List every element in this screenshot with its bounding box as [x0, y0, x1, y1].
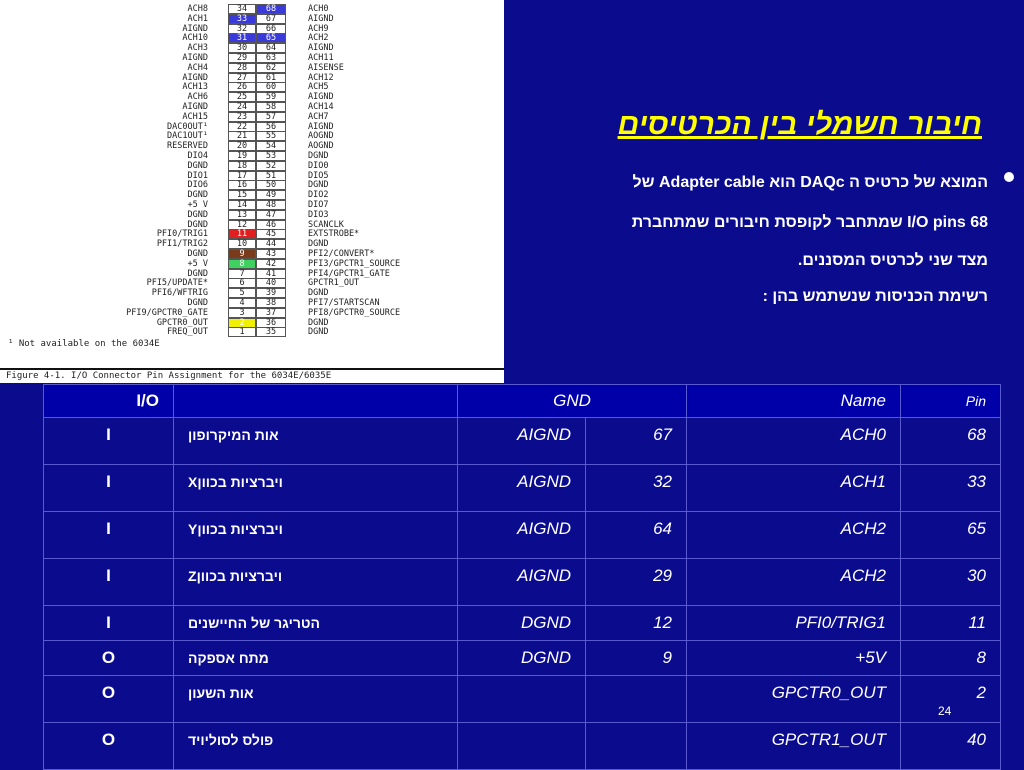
pin-label-left: AIGND	[182, 23, 208, 34]
signal-name-cell: ACH2	[687, 512, 901, 559]
pin-label-right: AOGND	[308, 141, 334, 152]
pin-label-right: DGND	[308, 327, 329, 338]
pin-label-left: ACH3	[187, 43, 208, 54]
pin-label-right: PFI4/GPCTR1_GATE	[308, 268, 390, 279]
pin-label-left: AIGND	[182, 72, 208, 83]
pin-number-cell: 65	[901, 512, 1001, 559]
description-cell: ויברציות בכווןX	[174, 465, 458, 512]
table-row	[44, 676, 1001, 723]
pin-number-right: 58	[256, 102, 286, 112]
pin-number-left: 9	[228, 249, 256, 259]
gnd-pin-cell: 12	[586, 606, 687, 641]
pin-label-right: PFI3/GPCTR1_SOURCE	[308, 258, 401, 269]
pin-number-left: 32	[228, 24, 256, 34]
pin-label-left: DGND	[187, 268, 208, 279]
diagram-footnote: ¹ Not available on the 6034E	[8, 339, 160, 349]
pin-number-left: 29	[228, 53, 256, 63]
pin-number-right: 50	[256, 180, 286, 190]
pin-number-left: 30	[228, 43, 256, 53]
pin-label-right: DIO2	[308, 190, 329, 201]
signal-name-cell: PFI0/TRIG1	[687, 606, 901, 641]
pin-number-cell: 30	[901, 559, 1001, 606]
table-row	[44, 465, 1001, 512]
pin-label-right: ACH2	[308, 33, 329, 44]
pin-number-right: 37	[256, 308, 286, 318]
pin-number-left: 3	[228, 308, 256, 318]
header-pin: Pin	[901, 385, 1001, 418]
pin-number-left: 31	[228, 33, 256, 43]
pin-number-left: 7	[228, 269, 256, 279]
pin-label-left: +5 V	[187, 200, 208, 210]
pin-number-cell: 2	[901, 676, 1001, 723]
pin-number-right: 55	[256, 131, 286, 141]
pin-label-right: DGND	[308, 317, 329, 328]
io-cell: O	[44, 723, 174, 770]
pin-label-right: AIGND	[308, 121, 334, 132]
bullet-line-2: 68 I/O pins שמתחבר לקופסת חיבורים שמתחברת	[631, 214, 988, 231]
pin-number-right: 36	[256, 318, 286, 328]
pin-number-left: 8	[228, 259, 256, 269]
pin-number-left: 5	[228, 288, 256, 298]
pin-label-right: AIGND	[308, 43, 334, 54]
pin-number-left: 13	[228, 210, 256, 220]
pin-number-right: 46	[256, 220, 286, 230]
io-cell: O	[44, 676, 174, 723]
pin-number-right: 60	[256, 82, 286, 92]
pin-number-left: 20	[228, 141, 256, 151]
pin-number-right: 56	[256, 122, 286, 132]
table-row	[44, 418, 1001, 465]
pin-label-left: ACH8	[187, 4, 208, 14]
io-cell: I	[44, 606, 174, 641]
pin-label-right: DIO5	[308, 170, 329, 181]
table-body	[44, 418, 1001, 770]
pin-number-left: 23	[228, 112, 256, 122]
description-cell: מתח אספקה	[174, 641, 458, 676]
pin-number-left: 15	[228, 190, 256, 200]
pin-label-left: DGND	[187, 209, 208, 220]
bullet-line-3: מצד שני לכרטיס המסננים.	[797, 252, 988, 269]
pin-label-right: ACH11	[308, 53, 334, 63]
pin-number-right: 51	[256, 171, 286, 181]
pin-label-right: AIGND	[308, 13, 334, 24]
pin-number-right: 57	[256, 112, 286, 122]
gnd-pin-cell	[586, 723, 687, 770]
header-name: Name	[687, 385, 901, 418]
slide-number: 24	[938, 704, 952, 718]
gnd-pin-cell: 29	[586, 559, 687, 606]
pin-number-right: 39	[256, 288, 286, 298]
description-cell: אות המיקרופון	[174, 418, 458, 465]
pin-number-right: 48	[256, 200, 286, 210]
pin-label-left: +5 V	[187, 258, 208, 269]
io-cell: I	[44, 465, 174, 512]
table-row	[44, 641, 1001, 676]
pin-label-right: AIGND	[308, 92, 334, 103]
pin-label-left: DAC1OUT¹	[167, 131, 208, 142]
pin-number-left: 4	[228, 298, 256, 308]
pin-label-right: DIO3	[308, 209, 329, 220]
pin-label-right: DGND	[308, 239, 329, 250]
pin-label-left: DGND	[187, 249, 208, 259]
pin-number-right: 40	[256, 278, 286, 288]
pin-number-left: 16	[228, 180, 256, 190]
table-row	[44, 723, 1001, 770]
gnd-pin-cell: 64	[586, 512, 687, 559]
pin-label-left: DGND	[187, 219, 208, 230]
pin-label-right: ACH5	[308, 82, 329, 93]
pin-number-left: 18	[228, 161, 256, 171]
gnd-name-cell: AIGND	[458, 559, 586, 606]
io-cell: O	[44, 641, 174, 676]
signal-name-cell: ACH2	[687, 559, 901, 606]
pin-label-right: AOGND	[308, 131, 334, 142]
pin-number-right: 38	[256, 298, 286, 308]
pin-label-right: AISENSE	[308, 62, 344, 73]
pin-number-left: 34	[228, 4, 256, 14]
pin-number-right: 62	[256, 63, 286, 73]
header-desc-empty	[174, 385, 458, 418]
pin-label-left: ACH10	[182, 33, 208, 44]
pin-label-right: DIO0	[308, 160, 329, 171]
pin-label-right: DIO7	[308, 200, 329, 210]
pin-label-left: AIGND	[182, 102, 208, 112]
pin-number-cell: 8	[901, 641, 1001, 676]
pin-label-right: ACH12	[308, 72, 334, 83]
pin-number-left: 12	[228, 220, 256, 230]
pin-label-left: ACH6	[187, 92, 208, 103]
pin-number-right: 41	[256, 269, 286, 279]
pin-label-right: DGND	[308, 180, 329, 191]
pin-number-right: 49	[256, 190, 286, 200]
pin-number-left: 17	[228, 171, 256, 181]
pin-number-left: 14	[228, 200, 256, 210]
pin-number-right: 66	[256, 24, 286, 34]
pin-label-right: ACH9	[308, 23, 329, 34]
pin-number-right: 52	[256, 161, 286, 171]
gnd-name-cell: AIGND	[458, 512, 586, 559]
bullet-line-4: רשימת הכניסות שנשתמש בהן :	[762, 288, 988, 305]
pin-label-left: PFI9/GPCTR0_GATE	[126, 307, 208, 318]
pin-number-cell: 40	[901, 723, 1001, 770]
pin-label-left: DIO4	[187, 151, 208, 161]
pin-number-left: 22	[228, 122, 256, 132]
pin-number-left: 1	[228, 327, 256, 337]
pin-label-left: DGND	[187, 190, 208, 201]
pin-label-right: EXTSTROBE*	[308, 229, 360, 240]
gnd-pin-cell	[586, 676, 687, 723]
gnd-name-cell	[458, 723, 586, 770]
pin-number-right: 64	[256, 43, 286, 53]
signal-name-cell: ACH1	[687, 465, 901, 512]
pin-label-left: ACH4	[187, 62, 208, 73]
signal-name-cell: ACH0	[687, 418, 901, 465]
table-row	[44, 606, 1001, 641]
pin-label-right: GPCTR1_OUT	[308, 278, 360, 289]
pin-label-right: SCANCLK	[308, 219, 344, 230]
pin-number-right: 35	[256, 327, 286, 337]
pin-label-left: DIO6	[187, 180, 208, 191]
pin-label-right: ACH14	[308, 102, 334, 112]
pin-label-left: FREQ_OUT	[167, 327, 208, 338]
pin-number-left: 25	[228, 92, 256, 102]
pin-label-left: AIGND	[182, 53, 208, 63]
slide-title: חיבור חשמלי בין הכרטיסים	[617, 108, 982, 141]
pin-label-left: RESERVED	[167, 141, 208, 152]
pin-number-left: 21	[228, 131, 256, 141]
pin-number-right: 42	[256, 259, 286, 269]
signal-name-cell: GPCTR1_OUT	[687, 723, 901, 770]
table-row	[44, 512, 1001, 559]
pin-number-cell: 33	[901, 465, 1001, 512]
pin-number-right: 59	[256, 92, 286, 102]
pin-number-right: 53	[256, 151, 286, 161]
pin-label-left: DGND	[187, 298, 208, 308]
table-header-row	[44, 385, 1001, 418]
pin-label-left: PFI1/TRIG2	[156, 239, 208, 250]
pin-number-cell: 68	[901, 418, 1001, 465]
pin-number-right: 45	[256, 229, 286, 239]
pin-number-right: 44	[256, 239, 286, 249]
pin-number-left: 11	[228, 229, 256, 239]
pin-label-right: DGND	[308, 288, 329, 299]
pin-number-left: 27	[228, 73, 256, 83]
io-cell: I	[44, 418, 174, 465]
gnd-name-cell	[458, 676, 586, 723]
pin-number-cell: 11	[901, 606, 1001, 641]
description-cell: ויברציות בכווןZ	[174, 559, 458, 606]
pin-label-right: ACH0	[308, 4, 329, 14]
pin-number-left: 24	[228, 102, 256, 112]
gnd-pin-cell: 32	[586, 465, 687, 512]
diagram-caption: Figure 4-1. I/O Connector Pin Assignment for the 6034E/6035E	[0, 368, 504, 383]
pin-label-right: ACH7	[308, 111, 329, 122]
pin-label-right: PFI7/STARTSCAN	[308, 298, 380, 308]
pin-label-right: DGND	[308, 151, 329, 161]
pin-number-left: 26	[228, 82, 256, 92]
pin-number-left: 6	[228, 278, 256, 288]
header-gnd: GND	[458, 385, 687, 418]
pin-number-right: 67	[256, 14, 286, 24]
pin-label-left: PFI5/UPDATE*	[146, 278, 208, 289]
signal-name-cell: +5V	[687, 641, 901, 676]
pin-label-left: PFI6/WFTRIG	[151, 288, 208, 299]
description-cell: אות השעון	[174, 676, 458, 723]
pin-label-left: DGND	[187, 160, 208, 171]
pin-label-right: PFI2/CONVERT*	[308, 249, 375, 259]
bullet-dot-icon	[1004, 172, 1014, 182]
pin-label-left: ACH1	[187, 13, 208, 24]
pin-number-right: 65	[256, 33, 286, 43]
gnd-name-cell: AIGND	[458, 465, 586, 512]
pin-number-right: 63	[256, 53, 286, 63]
pin-label-left: DIO1	[187, 170, 208, 181]
io-cell: I	[44, 512, 174, 559]
gnd-pin-cell: 67	[586, 418, 687, 465]
header-io: I/O	[44, 385, 174, 418]
bullet-line-1: המוצא של כרטיס ה DAQc הוא Adapter cable של	[632, 174, 988, 191]
pin-label-left: DAC0OUT¹	[167, 121, 208, 132]
io-cell: I	[44, 559, 174, 606]
pin-number-left: 10	[228, 239, 256, 249]
pin-number-right: 61	[256, 73, 286, 83]
pin-number-left: 2	[228, 318, 256, 328]
connector-pinout-diagram	[0, 0, 504, 383]
gnd-name-cell: DGND	[458, 606, 586, 641]
pin-label-left: ACH15	[182, 111, 208, 122]
table-row	[44, 559, 1001, 606]
signal-name-cell: GPCTR0_OUT	[687, 676, 901, 723]
gnd-name-cell: DGND	[458, 641, 586, 676]
description-cell: ויברציות בכווןY	[174, 512, 458, 559]
pin-assignment-table	[43, 384, 1001, 770]
pin-number-left: 33	[228, 14, 256, 24]
pin-label-left: GPCTR0_OUT	[156, 317, 208, 328]
description-cell: הטריגר של החיישנים	[174, 606, 458, 641]
pinout-row	[0, 327, 504, 338]
description-cell: פולס לסוליויד	[174, 723, 458, 770]
gnd-pin-cell: 9	[586, 641, 687, 676]
pin-number-right: 68	[256, 4, 286, 14]
pin-number-right: 47	[256, 210, 286, 220]
pin-number-left: 28	[228, 63, 256, 73]
pin-label-left: PFI0/TRIG1	[156, 229, 208, 240]
gnd-name-cell: AIGND	[458, 418, 586, 465]
pin-label-left: ACH13	[182, 82, 208, 93]
pin-number-right: 54	[256, 141, 286, 151]
pin-number-right: 43	[256, 249, 286, 259]
pin-label-right: PFI8/GPCTR0_SOURCE	[308, 307, 401, 318]
pin-number-left: 19	[228, 151, 256, 161]
